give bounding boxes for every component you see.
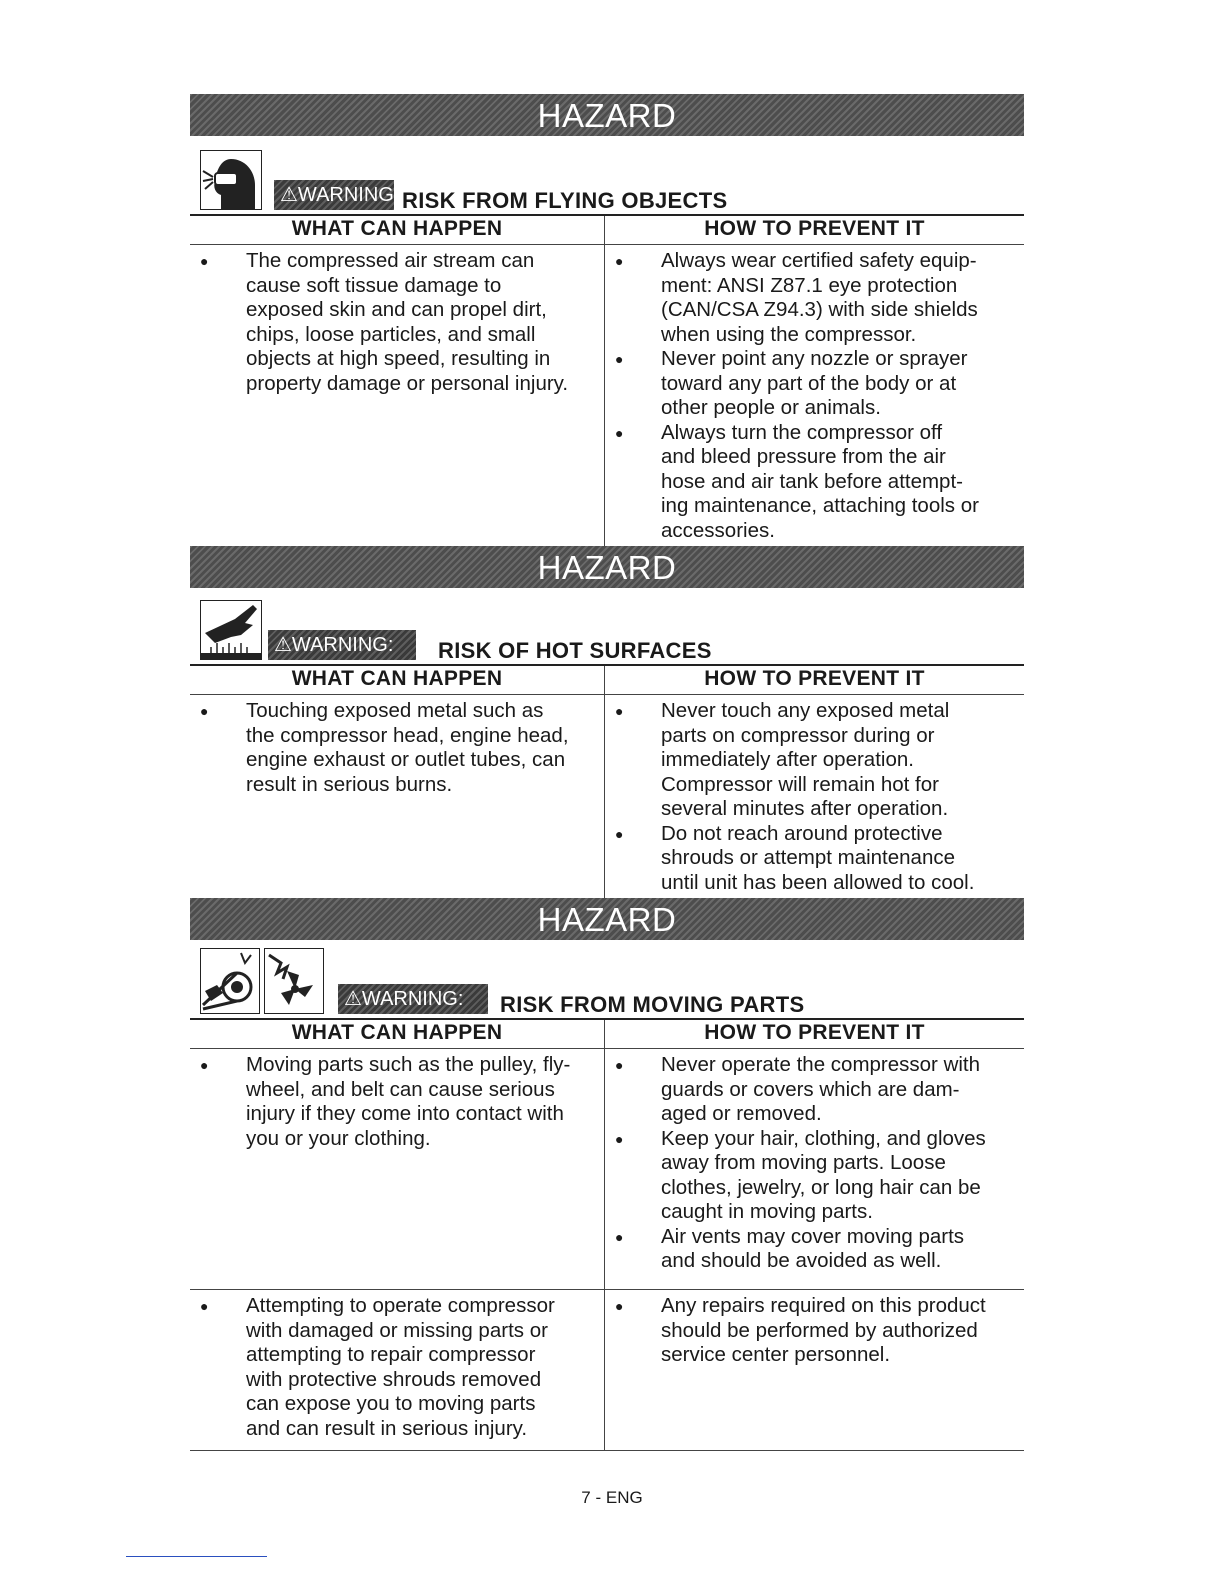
- list-item: [198, 699, 596, 797]
- bullet-icon: ●: [200, 703, 209, 719]
- list-item: [613, 699, 1016, 822]
- bullet-icon: ●: [200, 253, 209, 269]
- list-item: [613, 1225, 1016, 1274]
- list-item: [613, 347, 1016, 421]
- list-item: [613, 421, 1016, 544]
- what-can-happen-header: WHAT CAN HAPPEN: [190, 214, 605, 244]
- bullet-text: Moving parts such as the pulley, fly- wheel, and belt can cause serious injury if they come into contact with you or your clothing.: [246, 1053, 571, 1150]
- hazard-section-moving-parts: [190, 898, 1024, 1451]
- column-headers: [190, 1018, 1024, 1049]
- hot-surface-hand-icon: [200, 600, 262, 660]
- divider: [190, 1018, 1024, 1020]
- bullet-icon: ●: [615, 351, 624, 367]
- bullet-text: Air vents may cover moving parts and should be avoided as well.: [661, 1224, 965, 1272]
- table-row: [190, 1290, 1024, 1451]
- hazard-banner: HAZARD: [190, 546, 1024, 588]
- table-row: [190, 695, 1024, 899]
- bullet-icon: ●: [615, 253, 624, 269]
- bullet-icon: ●: [615, 424, 624, 441]
- page-number: 7 - ENG: [581, 1488, 643, 1507]
- list-item: [198, 1294, 596, 1441]
- how-to-prevent-header: HOW TO PREVENT IT: [704, 217, 925, 240]
- hazard-section-hot-surfaces: [190, 546, 1024, 899]
- how-to-prevent-header: HOW TO PREVENT IT: [704, 667, 925, 690]
- risk-title: RISK FROM FLYING OBJECTS: [402, 188, 728, 213]
- risk-title: RISK OF HOT SURFACES: [438, 638, 712, 663]
- bullet-text: Never point any nozzle or sprayer toward any part of the body or at other people or animals.: [661, 347, 968, 419]
- bullet-text: Do not reach around protective shrouds or attempt maintenance until unit has been allowed to cool.: [661, 821, 975, 894]
- bullet-text: The compressed air stream can cause soft tissue damage to exposed skin and can propel dirt, chips, loose particles, and small objects at high speed, resulting in property damage or personal injury.: [246, 249, 569, 395]
- list-item: [613, 822, 1016, 896]
- what-can-happen-cell: [190, 1290, 605, 1450]
- what-can-happen-cell: [190, 695, 605, 899]
- list-item: [613, 1053, 1016, 1127]
- bullet-text: Always wear certified safety equip- ment: ANSI Z87.1 eye protection (CAN/CSA Z94.3) with side shields when using the compressor.: [661, 249, 978, 346]
- hazard-section-flying-objects: [190, 94, 1024, 547]
- list-item: [198, 1053, 596, 1151]
- how-to-prevent-cell: [605, 695, 1024, 899]
- warning-header: [190, 940, 1024, 1018]
- how-to-prevent-cell: [605, 1049, 1024, 1289]
- what-can-happen-header: WHAT CAN HAPPEN: [190, 1018, 605, 1048]
- bullet-icon: ●: [615, 1130, 624, 1147]
- bullet-text: Never touch any exposed metal parts on compressor during or immediately after operation. Compressor will remain hot for several minutes after operation.: [661, 699, 950, 820]
- bullet-text: Touching exposed metal such as the compressor head, engine head, engine exhaust or outlet tubes, can result in serious burns.: [246, 699, 569, 796]
- list-item: [613, 1127, 1016, 1225]
- warning-header: [190, 136, 1024, 214]
- bullet-icon: ●: [615, 1057, 624, 1073]
- belt-entanglement-icon: [200, 948, 260, 1014]
- bullet-icon: ●: [615, 1298, 624, 1314]
- bullet-text: Attempting to operate compressor with damaged or missing parts or attempting to repair compressor with protective shrouds removed can expose you to moving parts and can result in serious injury.: [246, 1294, 555, 1440]
- what-can-happen-cell: [190, 1049, 605, 1289]
- bullet-icon: ●: [200, 1057, 209, 1073]
- warning-badge: ⚠WARNING:: [274, 180, 394, 210]
- bullet-icon: ●: [615, 1228, 624, 1245]
- bullet-text: Always turn the compressor off and bleed pressure from the air hose and air tank before attempt- ing maintenance, attaching tools or accessories.: [661, 420, 979, 542]
- fan-blade-icon: [264, 948, 324, 1014]
- how-to-prevent-header: HOW TO PREVENT IT: [704, 1021, 925, 1044]
- list-item: [613, 1294, 1016, 1368]
- what-can-happen-header: WHAT CAN HAPPEN: [190, 664, 605, 694]
- warning-header: [190, 588, 1024, 664]
- risk-title: RISK FROM MOVING PARTS: [500, 992, 805, 1017]
- bullet-icon: ●: [200, 1298, 209, 1314]
- warning-badge: ⚠WARNING:: [338, 984, 488, 1014]
- column-headers: [190, 664, 1024, 695]
- how-to-prevent-cell: [605, 245, 1024, 547]
- divider: [190, 664, 1024, 666]
- bullet-icon: ●: [615, 703, 624, 719]
- column-headers: [190, 214, 1024, 245]
- how-to-prevent-cell: [605, 1290, 1024, 1450]
- table-row: [190, 1049, 1024, 1290]
- warning-badge: ⚠WARNING:: [268, 630, 416, 660]
- what-can-happen-cell: [190, 245, 605, 547]
- hazard-banner: HAZARD: [190, 94, 1024, 136]
- hazard-banner: HAZARD: [190, 898, 1024, 940]
- bullet-text: Any repairs required on this product should be performed by authorized service center personnel.: [661, 1294, 986, 1366]
- bullet-text: Keep your hair, clothing, and gloves away from moving parts. Loose clothes, jewelry, or long hair can be caught in moving parts.: [661, 1126, 986, 1223]
- list-item: [613, 249, 1016, 347]
- table-row: [190, 245, 1024, 547]
- divider: [190, 214, 1024, 216]
- list-item: [198, 249, 596, 396]
- safety-goggles-icon: [200, 150, 262, 210]
- bullet-icon: ●: [615, 825, 624, 842]
- divider: [126, 1556, 267, 1557]
- bullet-text: Never operate the compressor with guards or covers which are dam- aged or removed.: [661, 1053, 981, 1125]
